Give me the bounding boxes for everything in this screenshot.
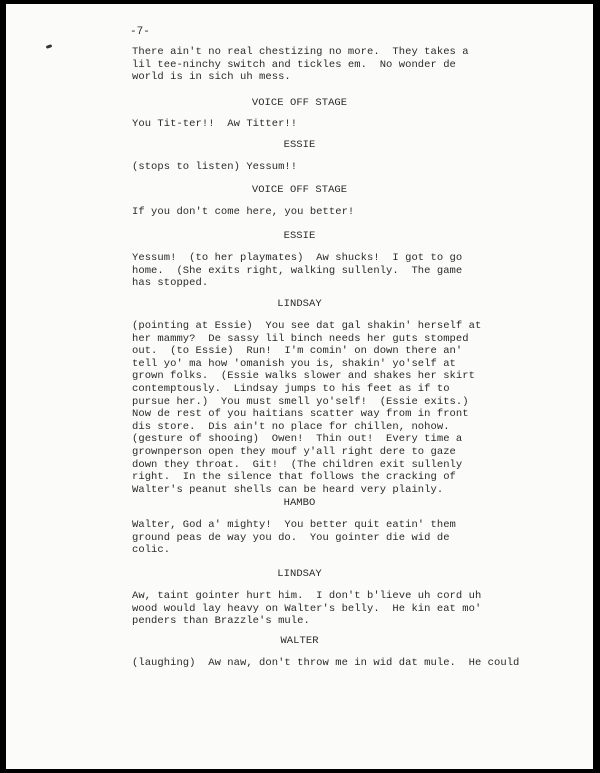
dialogue-paragraph: Yessum! (to her playmates) Aw shucks! I got to go home. (She exits right, walking sullenly. The game has stopped. (132, 252, 463, 290)
dialogue-paragraph: (laughing) Aw naw, don't throw me in wid dat mule. He could (132, 657, 520, 669)
speaker-name: WALTER (280, 635, 319, 647)
speaker-name: ESSIE (283, 139, 316, 151)
speaker-name: LINDSAY (277, 298, 322, 310)
script-page (6, 4, 593, 769)
page-number: -7- (130, 26, 150, 38)
dialogue-paragraph: You Tit-ter!! Aw Titter!! (132, 118, 298, 130)
speaker-name: VOICE OFF STAGE (251, 97, 348, 109)
dialogue-paragraph: If you don't come here, you better! (132, 206, 355, 218)
speaker-name: HAMBO (283, 497, 316, 509)
dialogue-paragraph: Walter, God a' mighty! You better quit eatin' them ground peas de way you do. You gointer die wid de colic. (132, 519, 456, 557)
speaker-name: VOICE OFF STAGE (251, 184, 348, 196)
dialogue-paragraph: (stops to listen) Yessum!! (132, 161, 298, 173)
ink-mark (46, 44, 53, 49)
speaker-name: ESSIE (283, 230, 316, 242)
dialogue-paragraph: (pointing at Essie) You see dat gal shakin' herself at her mammy? De sassy lil binch needs her guts stomped out. (to Essie) Run! I'm comin' on down there an' tell yo' ma how 'omanish you is, shakin' yo'self at grown folks. (Essie walks slower and shakes her skirt contemptously. Lindsay jumps to his feet as if to pursue her.) You must smell yo'self! (Essie exits.) Now de rest of you haitians scatter way from in front dis store. Dis ain't no place for chillen, nohow. (gesture of shooing) Owen! Thin out! Every time a grownperson open they mouf y'all right dere to gaze down they throat. Git! (The children exit sullenly right. In the silence that follows the cracking of Walter's peanut shells can be heard very plainly. (132, 320, 482, 496)
dialogue-paragraph: Aw, taint gointer hurt him. I don't b'lieve uh cord uh wood would lay heavy on Walter's belly. He kin eat mo' penders than Brazzle's mule. (132, 590, 482, 628)
speaker-name: LINDSAY (277, 568, 322, 580)
dialogue-paragraph: There ain't no real chestizing no more. They takes a lil tee-ninchy switch and tickles em. No wonder de world is in sich uh mess. (132, 46, 469, 84)
